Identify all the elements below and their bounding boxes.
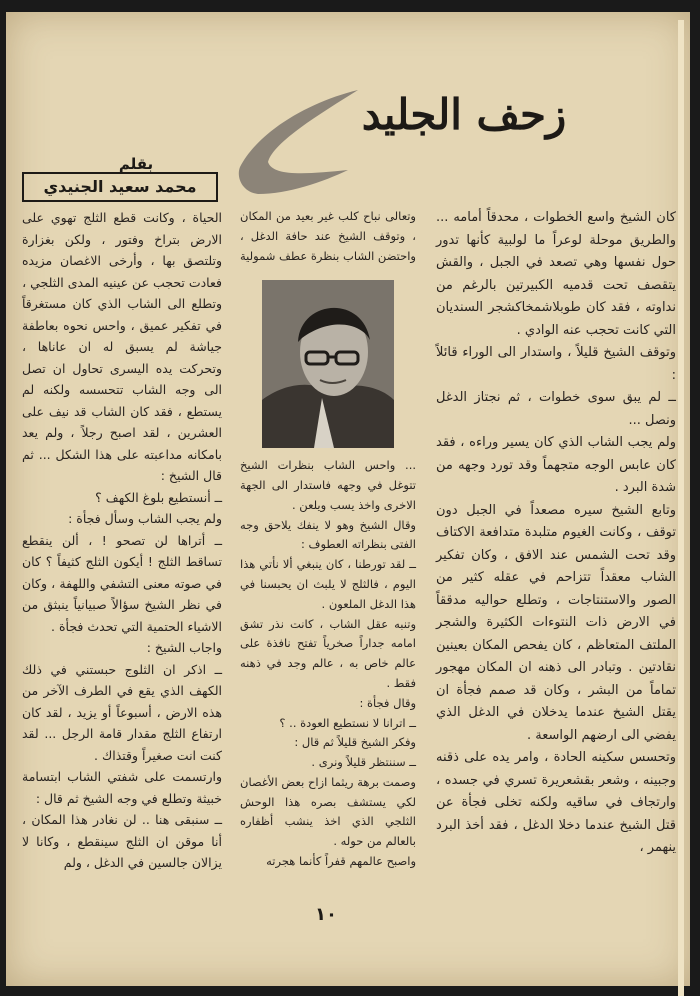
paragraph: ــ لم يبق سوى خطوات ، ثم نجتاز الدغل ونصل ... [436, 390, 676, 428]
paragraph: ــ سنبقى هنا .. لن نغادر هذا المكان ، أنا موقن ان الثلج سينقطع ، وكانا لا يزالان جالسين في الدغل ، ولم [22, 812, 222, 870]
paragraph: وتنبه عقل الشاب ، كانت نذر تشق امامه جداراً صخرياً تفتح نافذة على عالم خاص به ، عالم وجد في ذهنه فقط . [240, 616, 416, 690]
paragraph: ... واحس الشاب بنظرات الشيخ تتوغل في وجهه فاستدار الى الجهة الاخرى واخذ يسب ويلعن . [240, 458, 416, 512]
paragraph: وارتسمت على شفتي الشاب ابتسامة خبيثة وتطلع في وجه الشيخ ثم قال : [22, 769, 222, 806]
paragraph: ــ أنستطيع بلوغ الكهف ؟ [95, 489, 222, 505]
paragraph: وصمت برهة ريثما ازاح بعض الأغصان لكي يستشف بصره هذا الوحش الثلجي الذي اخذ ينشب أظفاره بالعالم من حوله . [240, 774, 416, 849]
text-column-left [22, 207, 222, 874]
author-photo [262, 280, 394, 448]
paragraph: وتوقف الشيخ قليلاً ، واستدار الى الوراء قائلاً : [436, 345, 676, 383]
paragraph: ولم يجب الشاب وسأل فجأة : [68, 511, 222, 526]
paragraph: واجاب الشيخ : [146, 640, 222, 655]
paragraph: الحياة ، وكانت قطع الثلج تهوي على الارض بتراخ وفتور ، ولكن بغزارة وتلتصق بها ، وأرخى الاغصان مزيده فعادت تحجب عن عينيه المدى الثلجي ، [22, 210, 222, 290]
paragraph: وقال فجأة : [359, 695, 416, 710]
paragraph: وتحسس سكينه الحادة ، وامر يده على ذقنه وجبينه ، وشعر بقشعريرة تسري في جسده ، وارتجاف في ساقيه ولكنه تخلى فجأة عن قتل الشيخ عندما دخلا الدغل ، فقد أخذ البرد ينهمر ، [436, 750, 676, 855]
paragraph: ــ اذكر ان الثلوج حبستني في ذلك الكهف الذي يقع في الطرف الآخر من هذه الارض ، أسبوعاً أو يزيد ، لقد كان ارتفاع الثلج مقدار قامة الرجل ... لقد كنت انت صغيراً وقتذاك . [22, 661, 222, 763]
paragraph: وقال الشيخ وهو لا ينفك يلاحق وجه الفتى بنظراته العطوف : [240, 517, 416, 552]
text-column-right [436, 207, 676, 860]
author-byline: محمد سعيد الجنيدي [22, 172, 218, 202]
article-title: زحف الجليد [361, 90, 567, 139]
paragraph: ولم يجب الشاب الذي كان يسير وراءه ، فقد كان عابس الوجه متجهماً وقد تورد وجهه من شدة البرد . [436, 435, 676, 495]
page-number: ١٠ [315, 904, 337, 925]
paragraph: ــ لقد تورطنا ، كان ينبغي ألا نأتي هذا اليوم ، فالثلج لا يلبث ان يحبسنا في هذا الدغل الملعون . [240, 557, 416, 611]
paragraph: وفكر الشيخ قليلاً ثم قال : [294, 735, 416, 750]
paragraph: ــ أتراها لن تصحو ! ، ألن ينقطع تساقط الثلج ! أيكون الثلج كثيفاً ؟ كان في صوته معنى التشفي واللهفة ، وكان في نظر الشيخ سؤالاً صبيانياً ينبثق من الاشياء الحتمية التي تحدث فجأة . [22, 532, 222, 634]
paragraph: ــ اترانا لا نستطيع العودة .. ؟ [279, 715, 416, 730]
paragraph: كان الشيخ واسع الخطوات ، محدقاً أمامه ... والطريق موحلة لوعراً ما لولبية كأنها تدور حول نفسها وهي تصعد في الجبل ، والقش يتقصف تحت قدميه الكبيرتين بالرغم من نداوته ، فقد كان طوبلاشمخاكشجر السنديان التي كانت تحجب عنه الوادي . [436, 210, 676, 338]
magazine-page [6, 12, 690, 986]
paragraph: وتابع الشيخ سيره مصعداً في الجبل دون توقف ، وكانت الغيوم متلبدة متدافعة الاكتاف وقد تحت الشمس عند الافق ، وكان تفكير الشاب معقداً تتزاحم في عقله كثير من الصور والاستنتاجات ، وتطلع حواليه مدققاً في الارض ذات النتوءات الكثيرة والشجر الملتف المتعاظم ، كان يفحص المكان بعينين نقادتين . وتبادر الى ذهنه ان المكان مهجور تماماً من البشر ، وكان قد صمم فجأة ان يقتل الشيخ عندما يدخلان في الدغل الذي يفضي الى ارضهم الواسعة . [436, 502, 676, 743]
paragraph: ــ سننتظر قليلاً ونرى . [311, 755, 416, 770]
page-edge [678, 20, 684, 996]
byline-prefix: بقلم [118, 155, 154, 173]
paragraph: وتطلع الى الشاب الذي كان مستغرقاً في تفكير عميق ، واحس نحوه بعاطفة جياشة لم يسبق له ان عاناها ، وتحركت يده اليسرى تحاول ان تصل الى وجه الشاب تتحسسه ولكنه لم يستطع ، فقد كان الشاب قد نيف على العشرين ، لقد اصبح رجلاً ، ولم يعد بامكانه مداعبته على هذا الشكل ... ثم قال الشيخ : [22, 296, 222, 483]
paragraph: واصبح عالمهم قفراً كأنما هجرته [266, 853, 416, 868]
paragraph: وتعالى نباح كلب غير بعيد من المكان ، وتوقف الشيخ عند حافة الدغل ، واحتضن الشاب بنظرة عطف شمولية [239, 209, 416, 263]
